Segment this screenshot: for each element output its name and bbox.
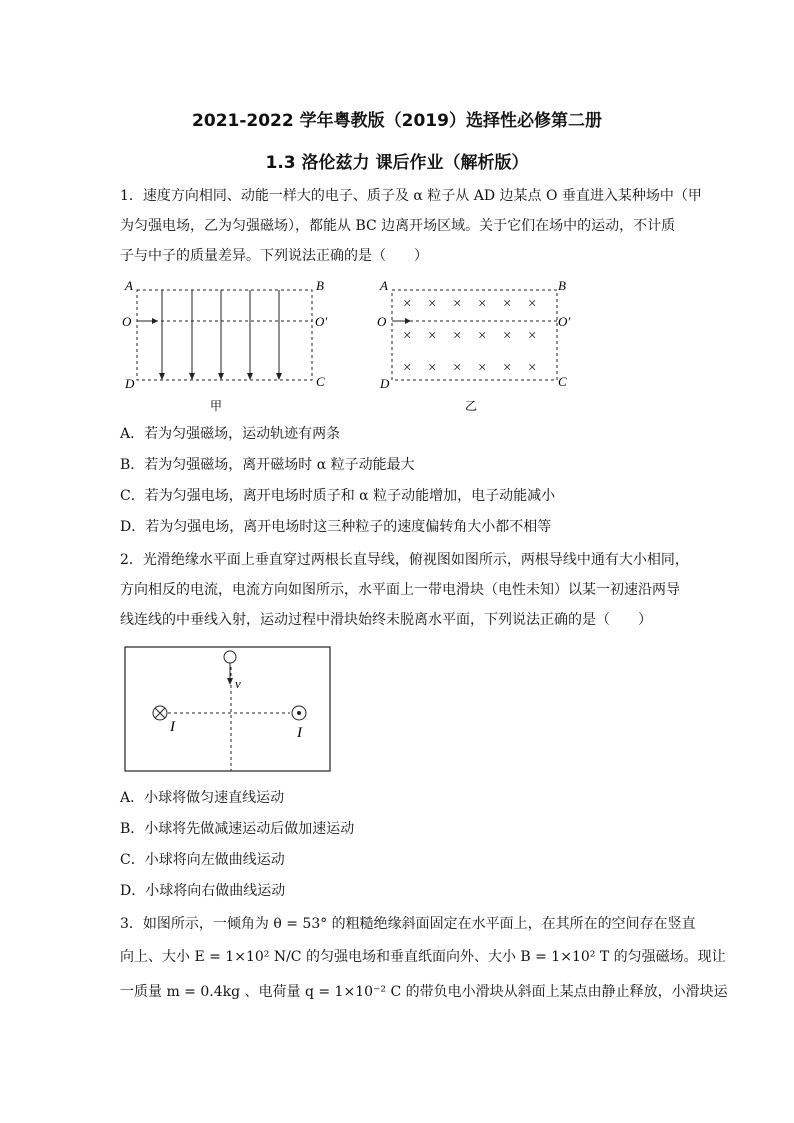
figure-caption-jia: 甲 [210, 399, 223, 413]
label-c: C [558, 374, 567, 389]
field-cross-icon: × [528, 328, 537, 344]
field-cross-icon: × [403, 296, 412, 312]
field-cross-icon: × [478, 328, 487, 344]
label-c: C [316, 374, 325, 389]
q3-stem-line3: 一质量 m = 0.4kg 、电荷量 q = 1×10⁻² C 的带负电小滑块从斜面上某点由静止释放，小滑块运 [120, 984, 728, 1000]
q2-option-d[interactable]: D．小球将向右做曲线运动 [120, 883, 286, 899]
q1-option-a[interactable]: A．若为匀强磁场，运动轨迹有两条 [120, 426, 341, 442]
slider-ball [224, 651, 236, 663]
field-cross-icon: × [478, 296, 487, 312]
label-a: A [125, 280, 133, 293]
field-cross-icon: × [428, 296, 437, 312]
velocity-label: v [235, 676, 241, 691]
q2-option-a[interactable]: A．小球将做匀速直线运动 [120, 790, 285, 806]
q1-stem-line1: 1．速度方向相同、动能一样大的电子、质子及 α 粒子从 AD 边某点 O 垂直进入某种场中（甲 [120, 188, 702, 204]
q2-option-b[interactable]: B．小球将先做减速运动后做加速运动 [120, 821, 355, 837]
field-cross-icon: × [503, 296, 512, 312]
q2-figure-wires [120, 643, 335, 775]
q1-figure-electric-field [115, 280, 335, 415]
label-b: B [558, 280, 566, 293]
q2-option-c[interactable]: C．小球将向左做曲线运动 [120, 852, 285, 868]
field-cross-icon: × [453, 360, 462, 376]
q1-stem-line3: 子与中子的质量差异。下列说法正确的是（ ） [120, 248, 428, 264]
document-subtitle: 1.3 洛伦兹力 课后作业（解析版） [265, 153, 529, 173]
figure-caption-yi: 乙 [465, 399, 478, 413]
label-d: D [125, 376, 135, 391]
field-cross-icon: × [503, 360, 512, 376]
label-o-prime: O′ [558, 314, 571, 329]
current-label-right: I [297, 725, 302, 741]
q1-stem-line2: 为匀强电场，乙为匀强磁场），都能从 BC 边离开场区域。关于它们在场中的运动，不计质 [120, 218, 676, 234]
field-cross-icon: × [403, 360, 412, 376]
label-b: B [316, 280, 324, 293]
q1-figure-magnetic-field [370, 280, 590, 415]
field-cross-icon: × [453, 328, 462, 344]
q2-stem-line2: 方向相反的电流，电流方向如图所示，水平面上一带电滑块（电性未知）以某一初速沿两导 [120, 582, 680, 598]
field-cross-icon: × [403, 328, 412, 344]
q1-option-b[interactable]: B．若为匀强磁场，离开磁场时 α 粒子动能最大 [120, 457, 415, 473]
label-o-prime: O′ [315, 314, 328, 329]
q3-stem-line1: 3．如图所示，一倾角为 θ = 53° 的粗糙绝缘斜面固定在水平面上，在其所在的空间存在竖直 [120, 916, 696, 932]
q1-option-d[interactable]: D．若为匀强电场，离开电场时这三种粒子的速度偏转角大小都不相等 [120, 519, 552, 535]
field-cross-icon: × [528, 360, 537, 376]
label-o: O [377, 314, 387, 329]
q3-stem-line2: 向上、大小 E = 1×10² N/C 的匀强电场和垂直纸面向外、大小 B = 1×10² T 的匀强磁场。现让 [120, 949, 726, 965]
label-d: D [380, 376, 390, 391]
q1-option-c[interactable]: C．若为匀强电场，离开电场时质子和 α 粒子动能增加，电子动能减小 [120, 488, 556, 504]
label-a: A [380, 280, 388, 293]
field-cross-icon: × [428, 360, 437, 376]
field-cross-icon: × [428, 328, 437, 344]
field-cross-icon: × [503, 328, 512, 344]
current-label-left: I [170, 719, 175, 735]
field-cross-icon: × [453, 296, 462, 312]
label-o: O [122, 314, 132, 329]
document-title: 2021-2022 学年粤教版（2019）选择性必修第二册 [192, 111, 602, 131]
q2-stem-line3: 线连线的中垂线入射，运动过程中滑块始终未脱离水平面，下列说法正确的是（ ） [120, 612, 652, 628]
field-cross-icon: × [528, 296, 537, 312]
field-cross-icon: × [478, 360, 487, 376]
q2-stem-line1: 2．光滑绝缘水平面上垂直穿过两根长直导线，俯视图如图所示，两根导线中通有大小相同， [120, 552, 689, 568]
